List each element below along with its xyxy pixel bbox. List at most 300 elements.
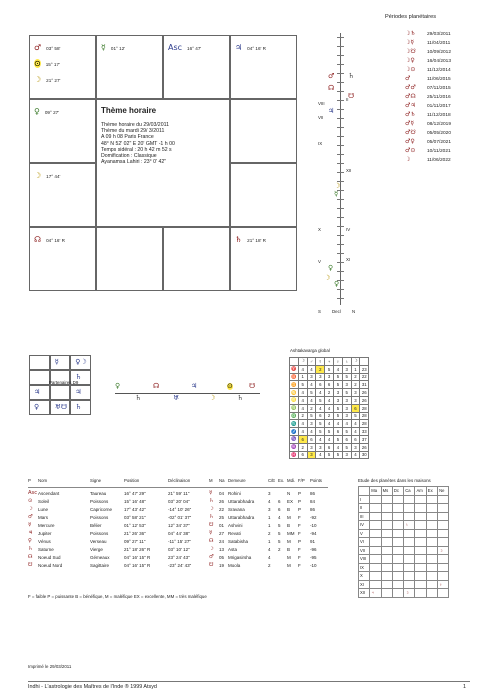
- houses-cell: [438, 572, 449, 581]
- printed-date: Imprimé le 29/03/2011: [28, 664, 72, 669]
- planet-table-cell: 04° 16' 15" R: [124, 563, 151, 568]
- ashtakavarga-cell: ♍: [291, 405, 297, 411]
- planet-table-cell: 86: [310, 507, 316, 512]
- horary-chart: [29, 35, 297, 290]
- planet-glyph-icon: ☽: [34, 171, 42, 180]
- ashtakavarga-cell: 6: [298, 451, 307, 459]
- chart-planet: [34, 236, 65, 244]
- period-planet-icon: ♂♂: [405, 84, 416, 91]
- planet-table-cell: 03° 58' 21": [124, 515, 146, 520]
- planet-table-cell: 2: [278, 547, 281, 552]
- ashtakavarga-cell: 3: [342, 451, 351, 459]
- chart-detail-line: 48° N 52' 02" E 20' GMT -1 h 00: [101, 140, 175, 147]
- axis-tick: [337, 262, 344, 263]
- ashtakavarga-cell: 5: [325, 428, 334, 436]
- ashtakavarga-cell: 4: [307, 365, 316, 373]
- period-row: [405, 112, 493, 121]
- chart-center: [96, 99, 230, 227]
- chart-planet: [34, 44, 60, 52]
- planet-table-cell: 24: [219, 539, 225, 544]
- planet-table-cell: ♂: [209, 554, 214, 560]
- ashtakavarga-cell: 3: [325, 373, 334, 381]
- houses-cell: [415, 563, 426, 572]
- planet-table-cell: 12° 34' 37": [168, 523, 190, 528]
- planet-glyph-icon: ☽: [34, 75, 42, 84]
- period-date: 11/04/2011: [427, 41, 451, 46]
- ashtakavarga-cell: ♌: [291, 397, 297, 403]
- planet-table-cell: 04° 44' 38": [168, 531, 190, 536]
- planet-glyph-icon: ☿: [101, 43, 106, 52]
- ashtakavarga-cell: 6: [351, 404, 360, 412]
- houses-cell: [415, 580, 426, 589]
- planet-table-cell: Revati: [228, 531, 241, 536]
- planet-glyph-icon: ♄: [235, 235, 243, 244]
- ashtakavarga-cell: 4: [298, 420, 307, 428]
- houses-row-label: VIII: [359, 555, 370, 564]
- axis-tick: [337, 109, 344, 110]
- ashtakavarga-cell: 6: [307, 435, 316, 443]
- period-row: [405, 139, 493, 148]
- planet-table-cell: 1: [268, 523, 271, 528]
- axis-house-label: IV: [346, 227, 351, 232]
- houses-cell: [426, 495, 437, 504]
- ashtakavarga-row: [290, 389, 369, 397]
- planet-table-cell: Noeud Nord: [38, 563, 63, 568]
- period-planet-icon: ☽♄: [405, 30, 416, 37]
- axis-house-label: V: [318, 259, 321, 264]
- ashtakavarga-cell: 1: [351, 365, 360, 373]
- partners-cell: [29, 355, 50, 370]
- period-date: 05/07/2021: [427, 140, 452, 145]
- planet-position: 03° 58': [46, 46, 61, 51]
- axis-planet-icon: ☽: [324, 274, 331, 282]
- planet-table-cell: Capricorne: [90, 507, 113, 512]
- planet-table-cell: Moola: [228, 563, 241, 568]
- ashtakavarga-cell: 5: [325, 365, 334, 373]
- ashtakavarga-cell: 6: [342, 435, 351, 443]
- houses-cell: [370, 538, 381, 547]
- planet-table-cell: P: [298, 539, 302, 544]
- planet-table-header: M: [209, 478, 213, 483]
- planet-table-cell: F: [298, 547, 301, 552]
- ashtakavarga-cell: 3: [342, 365, 351, 373]
- period-date: 01/11/2017: [427, 104, 451, 109]
- houses-cell: [381, 521, 392, 530]
- ashtakavarga-cell: 6: [333, 428, 342, 436]
- period-planet-icon: ♂♀: [405, 138, 415, 145]
- houses-cell: [415, 495, 426, 504]
- ashtakavarga-cell: ♓: [291, 451, 297, 457]
- axis-planet-icon: ☊: [328, 84, 335, 92]
- houses-row-label: III: [359, 512, 370, 521]
- planet-table-row: [28, 538, 328, 546]
- planet-table-cell: ♃: [28, 530, 33, 536]
- planet-table-cell: Poissons: [90, 531, 109, 536]
- period-row: [405, 58, 493, 67]
- planet-table-cell: Ascendant: [38, 491, 60, 496]
- axis-house-label: XI: [346, 257, 351, 262]
- ashtakavarga-cell: 26: [360, 396, 369, 404]
- ashtakavarga-cell: 4: [316, 451, 325, 459]
- houses-cell: [415, 546, 426, 555]
- chart-detail-line: Thème du mardi 29/ 3/2011: [101, 128, 165, 135]
- period-date: 16/04/2013: [427, 59, 452, 64]
- period-date: 05/05/2020: [427, 131, 452, 136]
- houses-header-cell: Ex: [426, 487, 437, 496]
- page-number: 1: [463, 684, 466, 690]
- planet-table-cell: ☽: [28, 506, 33, 512]
- houses-cell: [415, 529, 426, 538]
- ashtakavarga-cell: 3: [333, 396, 342, 404]
- chart-details: [101, 122, 175, 165]
- ashtakavarga-cell: 31: [360, 381, 369, 389]
- planet-table-cell: ♂: [28, 514, 33, 520]
- axis-tick: [337, 172, 344, 173]
- houses-header-cell: Ne: [438, 487, 449, 496]
- period-date: 07/11/2015: [427, 86, 451, 91]
- ashtakavarga-cell: 4: [325, 420, 334, 428]
- planet-table-cell: -14° 10' 26": [168, 507, 192, 512]
- houses-cell: [404, 538, 415, 547]
- houses-cell: [404, 563, 415, 572]
- chart-house-0-1: [96, 35, 163, 99]
- ashtakavarga-cell: 3: [333, 389, 342, 397]
- axis-tick: [337, 100, 344, 101]
- ashtakavarga-cell: 6: [325, 443, 334, 451]
- planet-table-cell: -11° 15' 27": [168, 539, 191, 544]
- planet-position: 01° 12': [110, 46, 126, 51]
- periods-title: Périodes planétaires: [385, 14, 436, 20]
- planet-table-cell: Uttarabhadra: [228, 515, 255, 520]
- partners-label: Partenaires D9: [49, 380, 79, 385]
- houses-cell: [370, 495, 381, 504]
- planet-table-cell: F: [298, 523, 301, 528]
- planet-table-cell: ♄: [209, 514, 214, 520]
- strip-planet-icon: ⊙: [227, 382, 233, 390]
- ashtakavarga-cell: 6: [316, 381, 325, 389]
- ashtakavarga-row: [290, 451, 369, 459]
- planet-table-row: [28, 506, 328, 514]
- axis-tick: [337, 37, 344, 38]
- axis-house-label: X: [318, 227, 321, 232]
- houses-cell: [404, 504, 415, 513]
- houses-cell: [370, 521, 381, 530]
- planet-table-cell: MM: [287, 531, 295, 536]
- chart-house-3-2: [163, 227, 230, 291]
- strip-planet-icon: ☽: [209, 394, 216, 402]
- planet-table-cell: Taureau: [90, 491, 107, 496]
- houses-cell: [438, 589, 449, 598]
- houses-cell: [381, 555, 392, 564]
- partners-cell: [70, 400, 91, 415]
- axis-planet-icon: ♃: [328, 107, 335, 115]
- houses-cell: [426, 512, 437, 521]
- ashtakavarga-cell: 22: [360, 373, 369, 381]
- ashtakavarga-cell: 2: [325, 389, 334, 397]
- ashtakavarga-row: [290, 381, 369, 389]
- planet-table-cell: 01° 12' 53": [124, 523, 146, 528]
- planet-table-row: [28, 554, 328, 562]
- planet-table-cell: 4: [268, 547, 271, 552]
- planet-position: 04° 16' R: [46, 238, 65, 243]
- partners-cell: [29, 370, 50, 385]
- strip-planet-icon: ♄: [237, 394, 244, 402]
- planet-table-cell: P: [298, 499, 302, 504]
- planet-position: 17° 44': [46, 174, 61, 179]
- chart-detail-line: Temps sidéral : 20 h 42 m 52 s: [101, 146, 172, 153]
- ashtakavarga-cell: ♉: [291, 373, 297, 379]
- ashtakavarga-row: [290, 435, 369, 443]
- axis-tick: [337, 217, 344, 218]
- houses-cell: [415, 589, 426, 598]
- ashtakavarga-cell: 3: [351, 396, 360, 404]
- houses-cell: [370, 580, 381, 589]
- period-date: 10/09/2012: [427, 50, 452, 55]
- partners-cell: [29, 385, 50, 400]
- period-row: [405, 157, 493, 166]
- ashtakavarga-cell: 6: [325, 381, 334, 389]
- planet-table-cell: Sagittaire: [90, 563, 110, 568]
- chart-planet: [101, 44, 125, 52]
- planet-table-cell: 5: [278, 539, 281, 544]
- partners-planet-icon: ♀: [34, 403, 40, 411]
- period-row: [405, 31, 493, 40]
- ashtakavarga-row: [290, 443, 369, 451]
- planet-position: 09° 27': [44, 110, 60, 115]
- planet-table-header: Points: [310, 478, 322, 483]
- planet-table-cell: 21° 26' 36": [124, 531, 146, 536]
- ashtakavarga-cell: 26: [360, 389, 369, 397]
- period-planet-icon: ♂♄: [405, 111, 416, 118]
- houses-row-label: VI: [359, 538, 370, 547]
- period-date: 11/12/2014: [427, 68, 451, 73]
- planet-table-cell: 1: [268, 515, 271, 520]
- houses-row: [359, 563, 449, 572]
- ashtakavarga-cell: 4: [333, 420, 342, 428]
- houses-row-label: IX: [359, 563, 370, 572]
- period-planet-icon: ♂⊙: [405, 147, 416, 154]
- partners-planet-icon: ♅☋: [54, 403, 68, 411]
- planet-glyph-icon: ♀: [34, 107, 40, 116]
- planet-position: 04° 16' R: [247, 46, 266, 51]
- houses-row: [359, 538, 449, 547]
- houses-header-cell: [359, 487, 370, 496]
- period-planet-icon: ☽☋: [405, 48, 416, 55]
- chart-planet: [34, 76, 60, 84]
- ashtakavarga-cell: 4: [307, 396, 316, 404]
- ashtakavarga-cell: 3: [342, 381, 351, 389]
- houses-cell: [404, 546, 415, 555]
- planet-table-row: [28, 498, 328, 506]
- ashtakavarga-cell: 26: [360, 443, 369, 451]
- planet-table-cell: Poissons: [90, 515, 109, 520]
- ashtakavarga-row: [290, 396, 369, 404]
- period-date: 11/06/2015: [427, 77, 451, 82]
- houses-cell: [370, 504, 381, 513]
- planet-table-cell: ☿: [209, 530, 213, 536]
- period-row: [405, 103, 493, 112]
- planet-glyph-icon: Asc: [168, 43, 183, 52]
- ashtakavarga-cell: 4: [333, 365, 342, 373]
- partners-planet-icon: ♄: [75, 403, 82, 411]
- houses-header-cell: Ma: [370, 487, 381, 496]
- houses-cell: [381, 504, 392, 513]
- chart-planet: [235, 236, 266, 244]
- planet-table-cell: F: [298, 531, 301, 536]
- houses-cell: [392, 563, 403, 572]
- planet-table-cell: Bélier: [90, 523, 102, 528]
- period-planet-icon: ♂☋: [405, 129, 416, 136]
- ashtakavarga-cell: 4: [316, 435, 325, 443]
- axis-house-label: IX: [318, 141, 323, 146]
- houses-cell: [415, 521, 426, 530]
- houses-cell: [381, 546, 392, 555]
- houses-cell: [370, 563, 381, 572]
- houses-cell: [392, 538, 403, 547]
- houses-cell: [426, 521, 437, 530]
- axis-n: N: [352, 309, 356, 314]
- planet-table-cell: 91: [310, 539, 316, 544]
- period-planet-icon: ♂: [405, 75, 411, 82]
- planet-table-cell: 03° 20' 04": [168, 499, 190, 504]
- ashtakavarga-cell: 2: [316, 365, 325, 373]
- period-date: 08/12/2019: [427, 122, 452, 127]
- houses-row-label: X: [359, 572, 370, 581]
- planet-table-cell: 27: [219, 531, 225, 536]
- ashtakavarga-cell: 3: [351, 389, 360, 397]
- houses-cell: [415, 504, 426, 513]
- planet-table-cell: 84: [310, 499, 316, 504]
- chart-detail-line: Ayanamsa Lahiri : 23° 0' 42": [101, 159, 167, 166]
- planet-table-cell: Mars: [38, 515, 48, 520]
- houses-cell: [381, 512, 392, 521]
- planet-table-row: [28, 530, 328, 538]
- ashtakavarga-cell: 5: [333, 435, 342, 443]
- planet-table-cell: Uttarabhadra: [228, 499, 255, 504]
- houses-row: [359, 580, 449, 589]
- planet-table-cell: B: [287, 523, 291, 528]
- ashtakavarga-cell: 3: [307, 443, 316, 451]
- ashtakavarga-cell: 4: [307, 381, 316, 389]
- axis-tick: [337, 127, 344, 128]
- ashtakavarga-cell: 5: [342, 373, 351, 381]
- partners-planet-icon: ♃: [75, 388, 82, 396]
- planet-table-cell: -23° 24' 43": [168, 563, 192, 568]
- period-planet-icon: ☽♀: [405, 57, 415, 64]
- houses-row: [359, 572, 449, 581]
- ashtakavarga-cell: 4: [325, 396, 334, 404]
- ashtakavarga-cell: 5: [342, 428, 351, 436]
- axis-tick: [337, 163, 344, 164]
- chart-house-2-3: [230, 163, 297, 227]
- planet-position: 21° 18' R: [247, 238, 266, 243]
- chart-detail-line: A 09 h 08 Paris France: [101, 134, 154, 141]
- houses-cell: [426, 572, 437, 581]
- planet-table-cell: F: [298, 555, 301, 560]
- houses-cell: ♃: [370, 589, 381, 598]
- houses-cell: [438, 538, 449, 547]
- houses-cell: [381, 589, 392, 598]
- ashtakavarga-cell: 5: [298, 381, 307, 389]
- partners-cell: [50, 355, 71, 370]
- houses-cell: [392, 580, 403, 589]
- ashtakavarga-cell: ♊: [291, 381, 297, 387]
- planet-table-cell: Mrigasirsha: [228, 555, 252, 560]
- ashtakavarga-header-cell: [360, 358, 369, 366]
- ashtakavarga-cell: 3: [351, 443, 360, 451]
- ashtakavarga-cell: ♒: [291, 444, 297, 450]
- axis-tick: [337, 154, 344, 155]
- houses-cell: [438, 529, 449, 538]
- period-planet-icon: ☽☿: [405, 39, 415, 46]
- houses-cell: [381, 495, 392, 504]
- ashtakavarga-cell: 4: [298, 404, 307, 412]
- houses-row-label: XI: [359, 580, 370, 589]
- axis-tick: [337, 253, 344, 254]
- houses-cell: [381, 563, 392, 572]
- ashtakavarga-title: Ashtakavarga global: [290, 348, 330, 353]
- partners-cell: [29, 400, 50, 415]
- planet-table-cell: -92: [310, 515, 317, 520]
- planet-position: 21° 27': [46, 78, 61, 83]
- partners-planet-icon: ♄: [75, 373, 82, 381]
- houses-cell: [438, 521, 449, 530]
- ashtakavarga-cell: 5: [342, 443, 351, 451]
- planet-table-cell: 1: [268, 539, 271, 544]
- houses-cell: [426, 538, 437, 547]
- period-date: 11/12/2018: [427, 113, 451, 118]
- houses-cell: [392, 589, 403, 598]
- houses-row: [359, 521, 449, 530]
- planet-table-header: C/E: [268, 478, 276, 483]
- houses-cell: [392, 529, 403, 538]
- houses-cell: [392, 495, 403, 504]
- planet-table-cell: F: [298, 515, 301, 520]
- ashtakavarga-cell: 2: [351, 381, 360, 389]
- planet-table-cell: 17° 43' 42": [124, 507, 146, 512]
- axis-tick: [337, 46, 344, 47]
- houses-cell: [426, 563, 437, 572]
- planet-table-cell: P: [298, 507, 302, 512]
- chart-house-1-3: [230, 99, 297, 163]
- planet-table-cell: Gémeaux: [90, 555, 110, 560]
- planet-table-cell: ☿: [209, 490, 213, 496]
- ashtakavarga-cell: 2: [298, 443, 307, 451]
- planet-table-cell: ☿: [28, 522, 32, 528]
- axis-tick: [337, 289, 344, 290]
- axis-tick: [337, 226, 344, 227]
- axis-tick: [337, 118, 344, 119]
- ashtakavarga-cell: 5: [333, 451, 342, 459]
- strip-planet-icon: ☋: [249, 382, 256, 390]
- planet-table: [28, 478, 328, 578]
- planet-table-cell: ☽: [209, 546, 214, 552]
- planet-table-header: Position: [124, 478, 140, 483]
- ashtakavarga-cell: 3: [307, 420, 316, 428]
- period-date: 10/11/2021: [427, 149, 451, 154]
- houses-cell: [370, 555, 381, 564]
- ashtakavarga-cell: ♐: [291, 428, 297, 434]
- partners-planet-icon: ☿: [54, 358, 59, 366]
- planet-table-cell: Poissons: [90, 499, 109, 504]
- planet-glyph-icon: ⊙: [34, 59, 41, 68]
- ashtakavarga-cell: 2: [307, 404, 316, 412]
- ashtakavarga-cell: 4: [342, 420, 351, 428]
- planet-table-cell: 05: [219, 555, 225, 560]
- chart-house-2-0: [29, 163, 96, 227]
- axis-tick: [337, 73, 344, 74]
- planet-table-cell: 6: [278, 507, 281, 512]
